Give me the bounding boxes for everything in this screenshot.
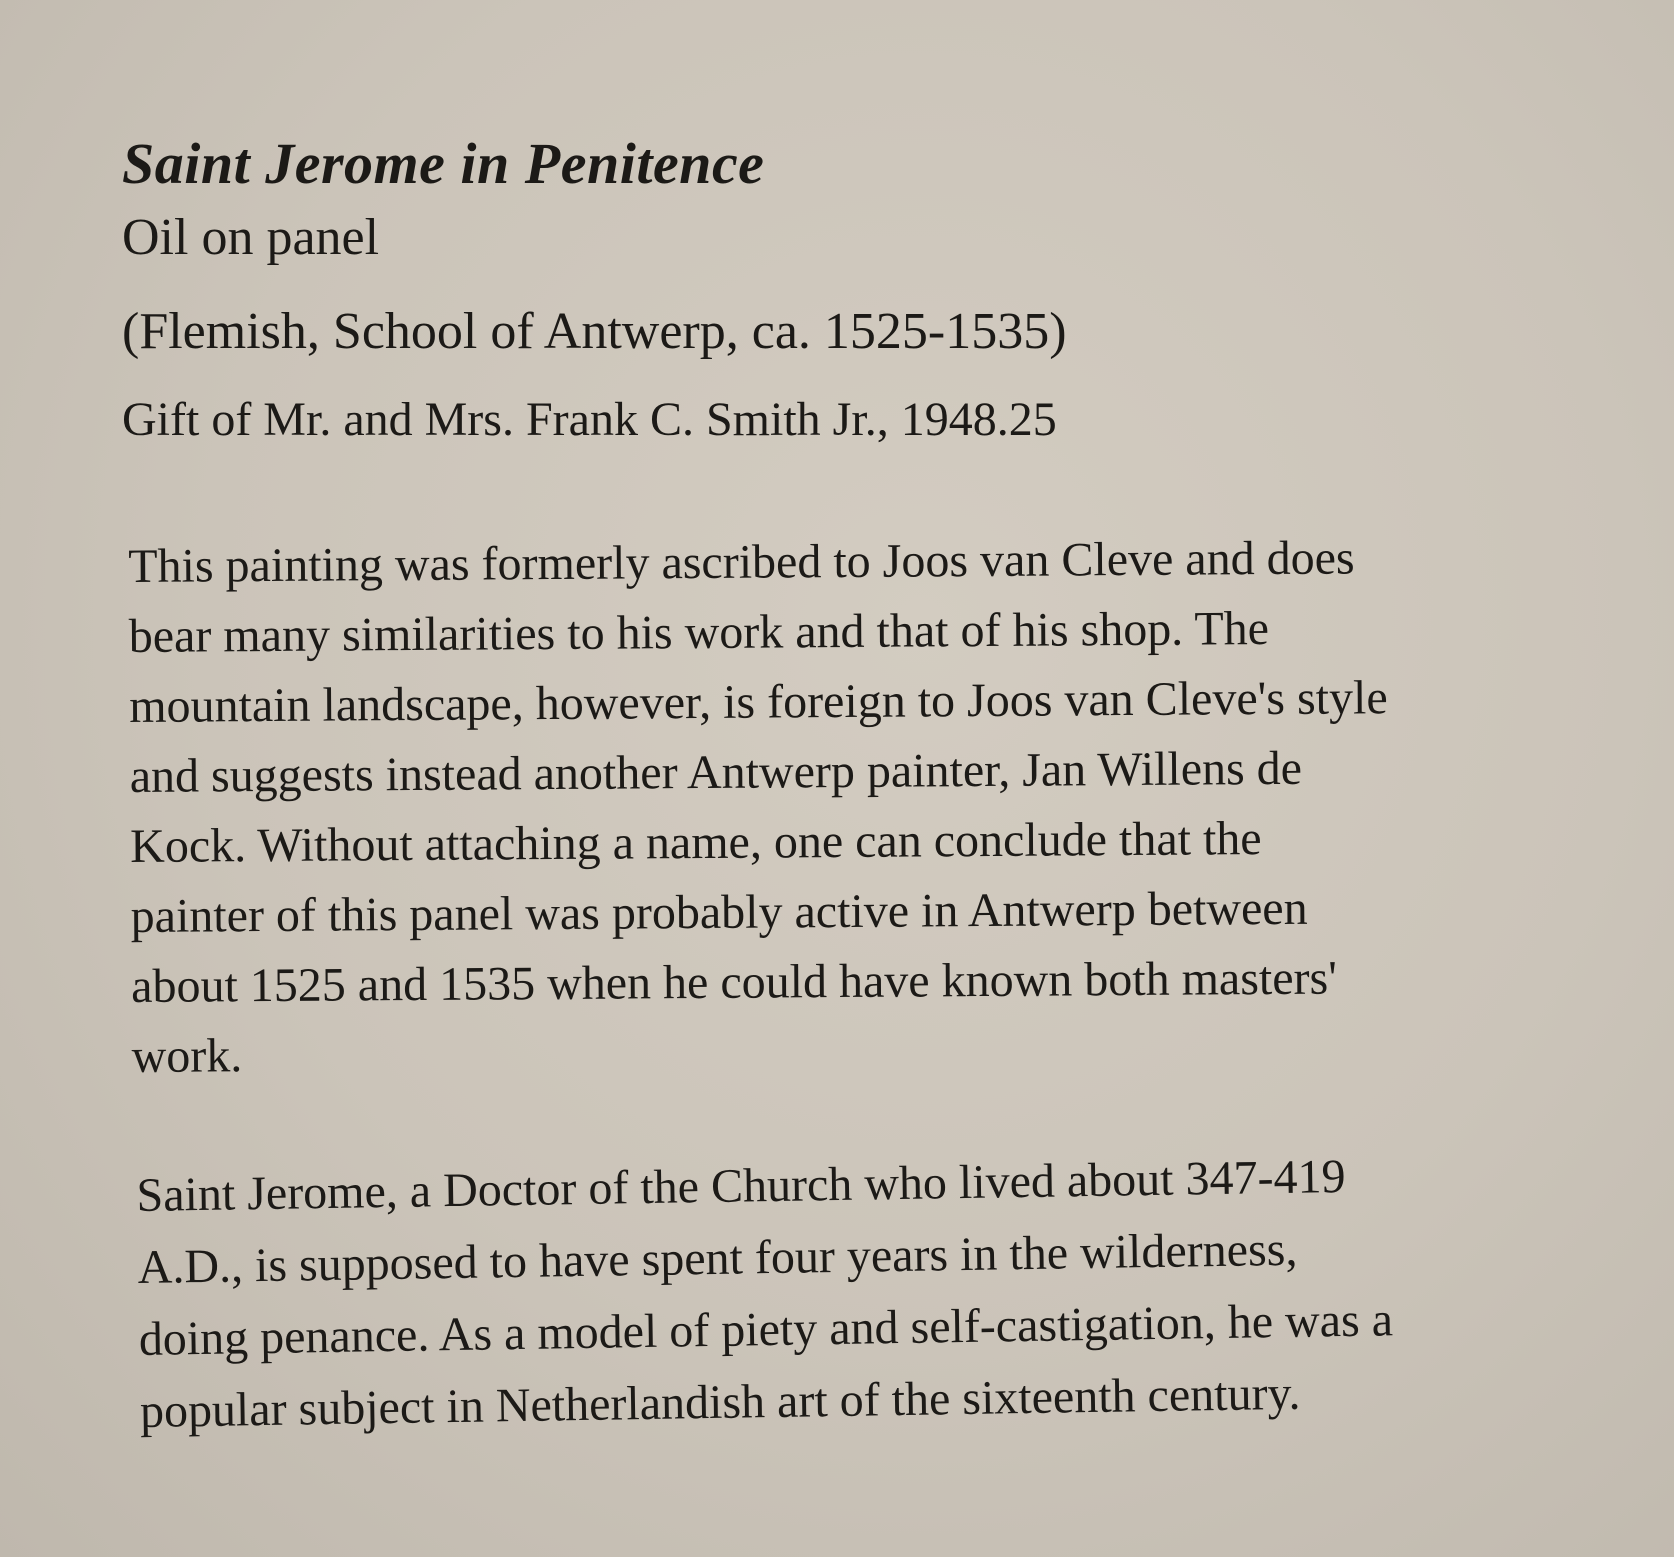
paragraph-line: work.: [131, 1029, 243, 1083]
paragraph-line: bear many similarities to his work and that of his shop. The: [128, 602, 1270, 663]
description-paragraph: [128, 523, 1390, 1092]
paragraph-line: about 1525 and 1535 when he could have known both masters': [130, 951, 1338, 1013]
paragraph-line: and suggests instead another Antwerp painter, Jan Willens de: [129, 741, 1303, 803]
paragraph-line: Saint Jerome, a Doctor of the Church who lived about 347-419: [136, 1150, 1346, 1222]
paragraph-line: popular subject in Netherlandish art of the sixteenth century.: [139, 1366, 1301, 1438]
subject-paragraph: [136, 1140, 1395, 1448]
paragraph-line: Kock. Without attaching a name, one can conclude that the: [130, 812, 1262, 873]
paragraph-line: painter of this panel was probably active in Antwerp between: [130, 881, 1308, 943]
artwork-origin: (Flemish, School of Antwerp, ca. 1525-1535): [122, 303, 1067, 360]
paragraph-line: doing penance. As a model of piety and self-castigation, he was a: [138, 1293, 1394, 1366]
artwork-title: Saint Jerome in Penitence: [122, 131, 765, 196]
paragraph-line: A.D., is supposed to have spent four years in the wilderness,: [137, 1222, 1298, 1294]
paragraph-line: mountain landscape, however, is foreign to Joos van Cleve's style: [129, 671, 1388, 733]
credit-line: Gift of Mr. and Mrs. Frank C. Smith Jr., 1948.25: [122, 393, 1057, 446]
paragraph-line: This painting was formerly ascribed to Joos van Cleve and does: [128, 531, 1355, 593]
artwork-medium: Oil on panel: [122, 209, 380, 266]
